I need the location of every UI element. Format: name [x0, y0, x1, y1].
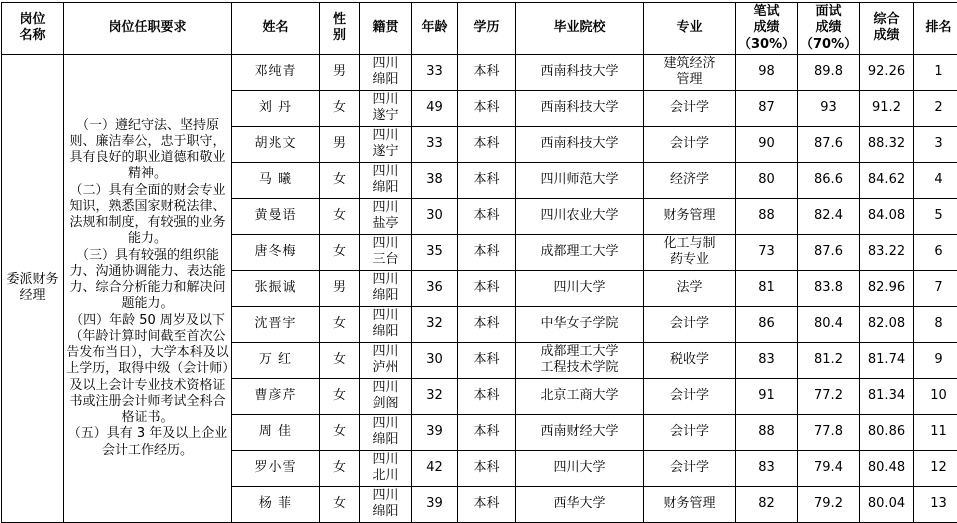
- candidate-origin-line: 四川: [362, 128, 409, 144]
- candidate-school-line: 北京工商大学: [518, 388, 641, 404]
- total-score: 81.74: [860, 342, 914, 378]
- total-score: 80.48: [860, 450, 914, 486]
- candidate-origin: [360, 306, 412, 342]
- candidate-origin-line: 三台: [362, 252, 409, 268]
- column-header-line: 姓名: [234, 20, 317, 36]
- total-score: 92.26: [860, 54, 914, 90]
- candidate-name: 罗小雪: [232, 450, 320, 486]
- candidate-age: 39: [412, 486, 458, 522]
- candidate-origin-line: 四川: [362, 308, 409, 324]
- candidate-school: [516, 306, 644, 342]
- candidate-major: [644, 414, 736, 450]
- table-header: [2, 3, 957, 55]
- candidate-school: [516, 162, 644, 198]
- column-header-line: 专业: [646, 20, 733, 36]
- candidate-major: [644, 486, 736, 522]
- candidate-name: 马 曦: [232, 162, 320, 198]
- requirement-paragraph: （四）年龄 50 周岁及以下（年龄计算时间截至首次公告发布当日），大学本科及以上学历，取得中级（会计师）及以上会计专业技术资格证书或注册会计师考试全科合格证书。: [66, 313, 229, 427]
- rank-value: 8: [914, 306, 957, 342]
- written-score: 98: [736, 54, 798, 90]
- column-header-line: （30%）: [738, 37, 795, 53]
- requirement-paragraph: （三）具有较强的组织能力、沟通协调能力、表达能力、综合分析能力和解决问题能力。: [66, 248, 229, 313]
- candidate-age: 38: [412, 162, 458, 198]
- candidate-major: [644, 450, 736, 486]
- total-score: 91.2: [860, 90, 914, 126]
- rank-value: 7: [914, 270, 957, 306]
- candidate-major: [644, 234, 736, 270]
- candidate-school: [516, 342, 644, 378]
- candidate-major: [644, 342, 736, 378]
- candidate-sex: 女: [320, 306, 360, 342]
- candidate-age: 39: [412, 414, 458, 450]
- written-score: 73: [736, 234, 798, 270]
- column-header-11: [860, 3, 914, 55]
- rank-value: 6: [914, 234, 957, 270]
- candidate-major-line: 财务管理: [646, 496, 733, 512]
- interview-score: 83.8: [798, 270, 860, 306]
- candidate-origin-line: 盐亭: [362, 216, 409, 232]
- column-header-line: 面试: [800, 4, 857, 20]
- column-header-10: [798, 3, 860, 55]
- candidate-origin: [360, 378, 412, 414]
- column-header-9: [736, 3, 798, 55]
- candidate-major: [644, 270, 736, 306]
- candidate-school-line: 成都理工大学: [518, 244, 641, 260]
- candidate-name: 张振诚: [232, 270, 320, 306]
- candidate-school-line: 四川农业大学: [518, 208, 641, 224]
- written-score: 88: [736, 198, 798, 234]
- candidate-name: 邓纯青: [232, 54, 320, 90]
- column-header-6: [458, 3, 516, 55]
- written-score: 87: [736, 90, 798, 126]
- candidate-origin-line: 四川: [362, 380, 409, 396]
- column-header-line: 性: [322, 12, 357, 28]
- candidate-origin: [360, 90, 412, 126]
- candidate-school-line: 西南科技大学: [518, 100, 641, 116]
- column-header-line: 毕业院校: [518, 20, 641, 36]
- column-header-line: 综合: [862, 12, 911, 28]
- candidate-origin: [360, 486, 412, 522]
- candidate-age: 32: [412, 378, 458, 414]
- candidate-school: [516, 198, 644, 234]
- candidate-major: [644, 54, 736, 90]
- candidate-age: 33: [412, 54, 458, 90]
- candidate-school: [516, 450, 644, 486]
- interview-score: 86.6: [798, 162, 860, 198]
- candidate-age: 30: [412, 342, 458, 378]
- interview-score: 82.4: [798, 198, 860, 234]
- candidate-major-line: 建筑经济: [646, 56, 733, 72]
- candidate-major-line: 会计学: [646, 316, 733, 332]
- candidate-name: 唐冬梅: [232, 234, 320, 270]
- candidate-age: 32: [412, 306, 458, 342]
- candidate-education: 本科: [458, 486, 516, 522]
- candidate-school: [516, 90, 644, 126]
- job-name-cell: 委派财务经理: [2, 54, 64, 522]
- candidate-education: 本科: [458, 378, 516, 414]
- candidate-origin: [360, 342, 412, 378]
- interview-score: 77.2: [798, 378, 860, 414]
- column-header-12: [914, 3, 957, 55]
- candidate-major-line: 法学: [646, 280, 733, 296]
- candidate-sex: 男: [320, 270, 360, 306]
- candidate-school-line: 西南财经大学: [518, 424, 641, 440]
- candidate-school: [516, 414, 644, 450]
- column-header-line: （70%）: [800, 37, 857, 53]
- candidate-major-line: 化工与制: [646, 236, 733, 252]
- candidate-school-line: 西南科技大学: [518, 136, 641, 152]
- column-header-line: 别: [322, 28, 357, 44]
- interview-score: 89.8: [798, 54, 860, 90]
- candidate-major-line: 经济学: [646, 172, 733, 188]
- candidate-origin: [360, 162, 412, 198]
- candidate-sex: 女: [320, 450, 360, 486]
- column-header-line: 岗位任职要求: [66, 20, 229, 36]
- candidate-origin-line: 四川: [362, 164, 409, 180]
- candidate-origin-line: 四川: [362, 488, 409, 504]
- column-header-7: [516, 3, 644, 55]
- candidate-age: 30: [412, 198, 458, 234]
- candidate-major-line: 会计学: [646, 388, 733, 404]
- rank-value: 5: [914, 198, 957, 234]
- candidate-education: 本科: [458, 126, 516, 162]
- written-score: 82: [736, 486, 798, 522]
- candidate-education: 本科: [458, 306, 516, 342]
- total-score: 80.04: [860, 486, 914, 522]
- candidate-origin: [360, 198, 412, 234]
- candidate-sex: 女: [320, 90, 360, 126]
- candidate-education: 本科: [458, 198, 516, 234]
- candidate-education: 本科: [458, 234, 516, 270]
- requirement-paragraph: （一）遵纪守法、坚持原则、廉洁奉公，忠于职守，具有良好的职业道德和敬业精神。: [66, 118, 229, 183]
- candidate-school-line: 四川师范大学: [518, 172, 641, 188]
- candidate-name: 曹彦芹: [232, 378, 320, 414]
- column-header-2: [232, 3, 320, 55]
- interview-score: 79.4: [798, 450, 860, 486]
- rank-value: 3: [914, 126, 957, 162]
- interview-score: 93: [798, 90, 860, 126]
- written-score: 91: [736, 378, 798, 414]
- candidate-school: [516, 126, 644, 162]
- candidate-major-line: 税收学: [646, 352, 733, 368]
- rank-value: 1: [914, 54, 957, 90]
- total-score: 80.86: [860, 414, 914, 450]
- interview-score: 80.4: [798, 306, 860, 342]
- total-score: 84.62: [860, 162, 914, 198]
- total-score: 83.22: [860, 234, 914, 270]
- candidate-origin: [360, 126, 412, 162]
- written-score: 88: [736, 414, 798, 450]
- rank-value: 13: [914, 486, 957, 522]
- candidate-origin: [360, 234, 412, 270]
- candidate-origin-line: 绵阳: [362, 180, 409, 196]
- candidate-sex: 女: [320, 342, 360, 378]
- candidate-name: 刘 丹: [232, 90, 320, 126]
- candidate-sex: 女: [320, 378, 360, 414]
- candidate-name: 黄曼语: [232, 198, 320, 234]
- candidate-major: [644, 198, 736, 234]
- candidate-sex: 男: [320, 126, 360, 162]
- written-score: 83: [736, 450, 798, 486]
- column-header-line: 年龄: [414, 20, 455, 36]
- candidate-sex: 女: [320, 162, 360, 198]
- candidate-school-line: 工程技术学院: [518, 360, 641, 376]
- candidate-name: 周 佳: [232, 414, 320, 450]
- candidate-origin: [360, 270, 412, 306]
- candidate-origin-line: 剑阁: [362, 396, 409, 412]
- column-header-line: 排名: [916, 20, 957, 36]
- rank-value: 12: [914, 450, 957, 486]
- candidate-origin-line: 泸州: [362, 360, 409, 376]
- candidate-name: 万 红: [232, 342, 320, 378]
- candidate-origin-line: 遂宁: [362, 144, 409, 160]
- column-header-line: 学历: [460, 20, 513, 36]
- candidate-results-table: [1, 2, 957, 523]
- candidate-name: 杨 菲: [232, 486, 320, 522]
- job-requirements-cell: [64, 54, 232, 522]
- rank-value: 10: [914, 378, 957, 414]
- candidate-major-line: 管理: [646, 72, 733, 88]
- candidate-major-line: 财务管理: [646, 208, 733, 224]
- interview-score: 87.6: [798, 126, 860, 162]
- candidate-origin-line: 绵阳: [362, 432, 409, 448]
- candidate-school: [516, 234, 644, 270]
- candidate-school: [516, 486, 644, 522]
- candidate-origin-line: 四川: [362, 344, 409, 360]
- column-header-line: 籍贯: [362, 20, 409, 36]
- total-score: 82.96: [860, 270, 914, 306]
- written-score: 80: [736, 162, 798, 198]
- rank-value: 9: [914, 342, 957, 378]
- column-header-4: [360, 3, 412, 55]
- candidate-origin-line: 四川: [362, 92, 409, 108]
- column-header-8: [644, 3, 736, 55]
- candidate-school-line: 成都理工大学: [518, 344, 641, 360]
- candidate-education: 本科: [458, 342, 516, 378]
- rank-value: 11: [914, 414, 957, 450]
- candidate-school: [516, 270, 644, 306]
- candidate-origin-line: 四川: [362, 56, 409, 72]
- candidate-age: 36: [412, 270, 458, 306]
- interview-score: 87.6: [798, 234, 860, 270]
- candidate-education: 本科: [458, 270, 516, 306]
- total-score: 82.08: [860, 306, 914, 342]
- candidate-sex: 女: [320, 234, 360, 270]
- candidate-school-line: 西华大学: [518, 496, 641, 512]
- candidate-origin-line: 四川: [362, 452, 409, 468]
- candidate-origin-line: 绵阳: [362, 72, 409, 88]
- written-score: 81: [736, 270, 798, 306]
- candidate-school-line: 四川大学: [518, 460, 641, 476]
- candidate-origin-line: 绵阳: [362, 288, 409, 304]
- candidate-education: 本科: [458, 90, 516, 126]
- written-score: 90: [736, 126, 798, 162]
- candidate-major: [644, 306, 736, 342]
- candidate-age: 42: [412, 450, 458, 486]
- candidate-origin: [360, 450, 412, 486]
- candidate-origin-line: 绵阳: [362, 324, 409, 340]
- candidate-major-line: 会计学: [646, 460, 733, 476]
- candidate-school: [516, 54, 644, 90]
- candidate-origin: [360, 414, 412, 450]
- candidate-origin-line: 遂宁: [362, 108, 409, 124]
- candidate-major: [644, 90, 736, 126]
- candidate-major-line: 会计学: [646, 100, 733, 116]
- candidate-major: [644, 162, 736, 198]
- total-score: 84.08: [860, 198, 914, 234]
- candidate-major: [644, 378, 736, 414]
- column-header-line: 成绩: [862, 28, 911, 44]
- candidate-sex: 女: [320, 198, 360, 234]
- candidate-origin: [360, 54, 412, 90]
- candidate-age: 49: [412, 90, 458, 126]
- requirement-paragraph: （二）具有全面的财会专业知识，熟悉国家财税法律、法规和制度，有较强的业务能力。: [66, 183, 229, 248]
- candidate-education: 本科: [458, 54, 516, 90]
- candidate-age: 35: [412, 234, 458, 270]
- requirement-paragraph: （五）具有 3 年及以上企业会计工作经历。: [66, 426, 229, 459]
- candidate-origin-line: 四川: [362, 416, 409, 432]
- candidate-school-line: 中华女子学院: [518, 316, 641, 332]
- candidate-education: 本科: [458, 414, 516, 450]
- candidate-origin-line: 四川: [362, 200, 409, 216]
- total-score: 81.34: [860, 378, 914, 414]
- candidate-school-line: 四川大学: [518, 280, 641, 296]
- interview-score: 77.8: [798, 414, 860, 450]
- column-header-line: 岗位: [4, 12, 61, 28]
- table-row: [2, 54, 957, 90]
- candidate-name: 胡兆文: [232, 126, 320, 162]
- column-header-0: [2, 3, 64, 55]
- candidate-sex: 女: [320, 486, 360, 522]
- rank-value: 4: [914, 162, 957, 198]
- table-body: [2, 54, 957, 522]
- candidate-education: 本科: [458, 162, 516, 198]
- column-header-5: [412, 3, 458, 55]
- candidate-origin-line: 北川: [362, 468, 409, 484]
- candidate-major-line: 会计学: [646, 136, 733, 152]
- column-header-3: [320, 3, 360, 55]
- candidate-origin-line: 四川: [362, 272, 409, 288]
- candidate-major-line: 药专业: [646, 252, 733, 268]
- rank-value: 2: [914, 90, 957, 126]
- candidate-school: [516, 378, 644, 414]
- interview-score: 79.2: [798, 486, 860, 522]
- total-score: 88.32: [860, 126, 914, 162]
- candidate-education: 本科: [458, 450, 516, 486]
- candidate-origin-line: 四川: [362, 236, 409, 252]
- candidate-sex: 男: [320, 54, 360, 90]
- candidate-school-line: 西南科技大学: [518, 64, 641, 80]
- written-score: 86: [736, 306, 798, 342]
- interview-score: 81.2: [798, 342, 860, 378]
- candidate-sex: 女: [320, 414, 360, 450]
- candidate-name: 沈晋宇: [232, 306, 320, 342]
- column-header-line: 成绩: [800, 20, 857, 36]
- candidate-major-line: 会计学: [646, 424, 733, 440]
- column-header-line: 名称: [4, 28, 61, 44]
- written-score: 83: [736, 342, 798, 378]
- candidate-major: [644, 126, 736, 162]
- header-row: [2, 3, 957, 55]
- column-header-line: 成绩: [738, 20, 795, 36]
- column-header-line: 笔试: [738, 4, 795, 20]
- column-header-1: [64, 3, 232, 55]
- candidate-age: 33: [412, 126, 458, 162]
- candidate-origin-line: 绵阳: [362, 504, 409, 520]
